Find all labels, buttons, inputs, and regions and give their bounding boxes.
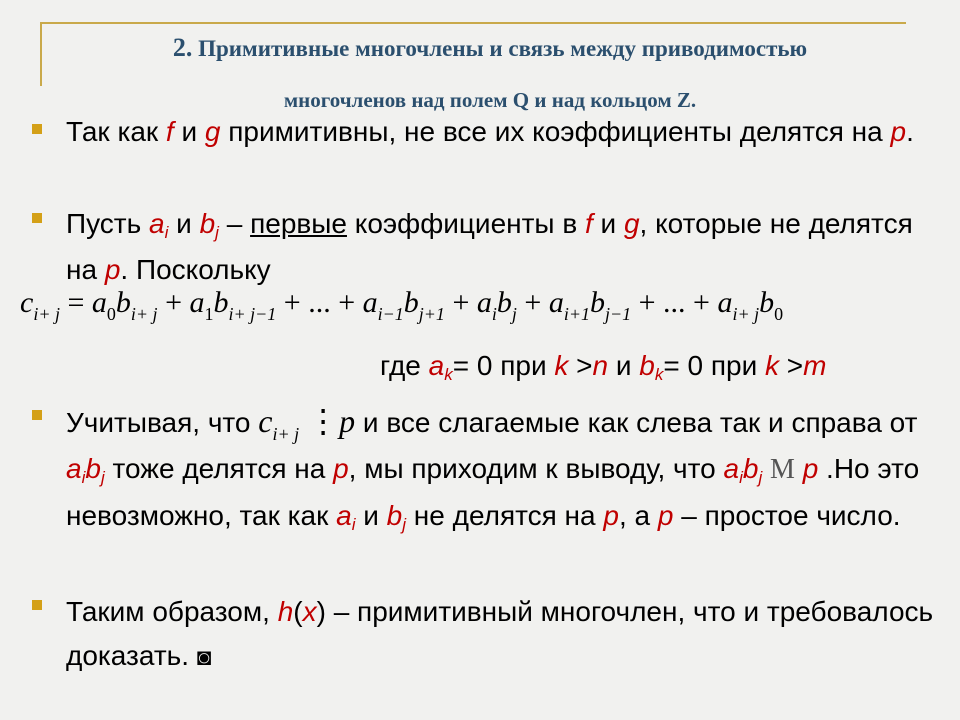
paragraph-4: Таким образом, h(x) – примитивный многочлен, что и требовалось доказать. ◙: [66, 596, 934, 671]
c-divides-p-expression: $c_{i+ j}$ ⋮p: [258, 403, 356, 444]
bullet-marker: [32, 410, 42, 420]
title-line-1: 2. Примитивные многочлены и связь между приводимостью: [172, 33, 808, 62]
bullet-marker: [32, 124, 42, 134]
bullet-marker: [32, 213, 42, 223]
bullet-marker: [32, 600, 42, 610]
paragraph-2: Пусть $a_i$ и $b_j$ – первые коэффициенты в f и g, которые не делятся на p. Поскольку: [66, 208, 913, 285]
slide-title: [60, 28, 920, 117]
title-frame-left: [40, 22, 42, 86]
qed-symbol: ◙: [196, 644, 212, 671]
paragraph-3: Учитывая, что $c_{i+ j}$ ⋮p и все слагаемые как слева так и справа от $a_ib_j$ тоже делятся на p, мы приходим к выводу, что $a_ib_j$ M p .Но это невозможно, так как $a_i$ и $b_j$ не делятся на p, а p – простое число.: [66, 403, 920, 534]
where-condition: где $a_k= 0$ при k >n и $b_k= 0$ при k >m: [380, 350, 827, 384]
coefficient-formula: $c_{i+ j} = a_0b_{i+ j} + a_1b_{i+ j-1}$ + ... + $a_{i-1}b_{j+1} + a_ib_j + a_{i+1}b_{j-1}$ + ... + $a_{i+ j}b_0$: [20, 286, 784, 324]
title-line-2: многочленов над полем Q и над кольцом Z.: [283, 88, 697, 112]
paragraph-1: Так как f и g примитивны, не все их коэффициенты делятся на p.: [66, 116, 914, 147]
title-frame-top: [40, 22, 906, 24]
